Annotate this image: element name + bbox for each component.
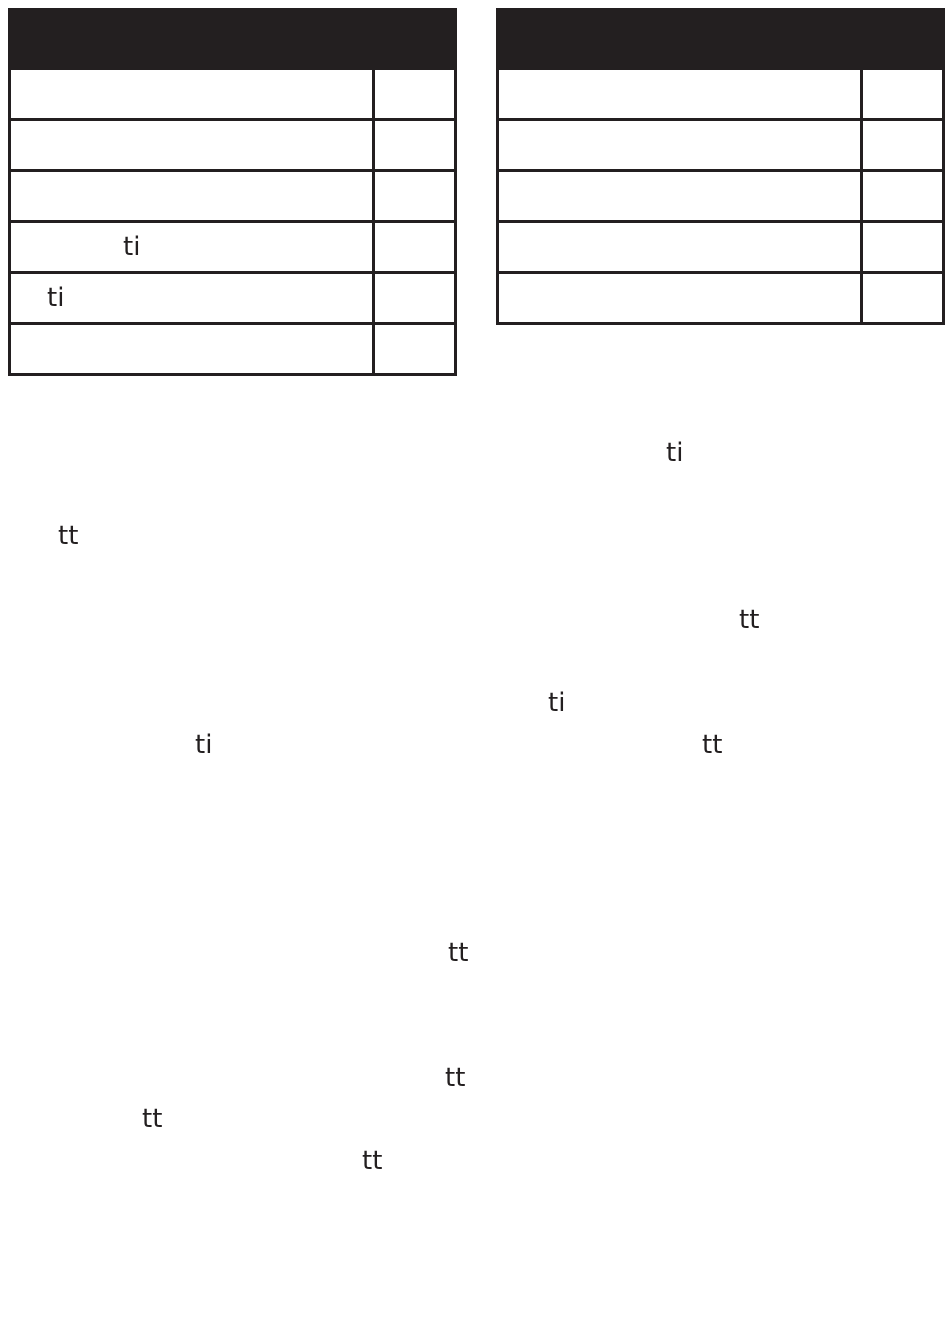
cell-text: ti	[123, 232, 141, 262]
table-cell	[10, 324, 374, 375]
text-fragment: ti	[195, 730, 213, 760]
table-row	[10, 273, 456, 324]
table-row	[498, 69, 944, 120]
table-cell	[862, 120, 944, 171]
table-cell	[374, 120, 456, 171]
table-cell	[374, 222, 456, 273]
table-row	[10, 324, 456, 375]
text-fragment: tt	[448, 938, 469, 968]
left-table	[8, 8, 457, 376]
table-cell	[498, 171, 862, 222]
text-fragment: ti	[548, 688, 566, 718]
table-cell	[10, 171, 374, 222]
left-table-header	[10, 10, 456, 69]
table-cell	[10, 273, 374, 324]
table-cell	[498, 120, 862, 171]
table-cell	[10, 222, 374, 273]
text-fragment: ti	[666, 438, 684, 468]
table-cell	[498, 69, 862, 120]
right-table	[496, 8, 945, 325]
table-cell	[374, 324, 456, 375]
right-table-header	[498, 10, 944, 69]
text-fragment: tt	[445, 1063, 466, 1093]
table-cell	[10, 69, 374, 120]
table-row	[498, 171, 944, 222]
table-cell	[498, 273, 862, 324]
table-cell	[862, 222, 944, 273]
table-cell	[374, 171, 456, 222]
text-fragment: tt	[702, 730, 723, 760]
table-row	[498, 222, 944, 273]
table-cell	[374, 273, 456, 324]
text-fragment: tt	[58, 521, 79, 551]
table-row	[10, 222, 456, 273]
table-row	[498, 273, 944, 324]
table-cell	[10, 120, 374, 171]
table-row	[498, 120, 944, 171]
table-cell	[498, 222, 862, 273]
text-fragment: tt	[142, 1104, 163, 1134]
text-fragment: tt	[739, 605, 760, 635]
table-row	[10, 120, 456, 171]
cell-text: ti	[47, 283, 65, 313]
table-row	[10, 69, 456, 120]
table-row	[10, 171, 456, 222]
table-cell	[862, 69, 944, 120]
table-cell	[862, 273, 944, 324]
table-cell	[374, 69, 456, 120]
text-fragment: tt	[362, 1146, 383, 1176]
table-cell	[862, 171, 944, 222]
